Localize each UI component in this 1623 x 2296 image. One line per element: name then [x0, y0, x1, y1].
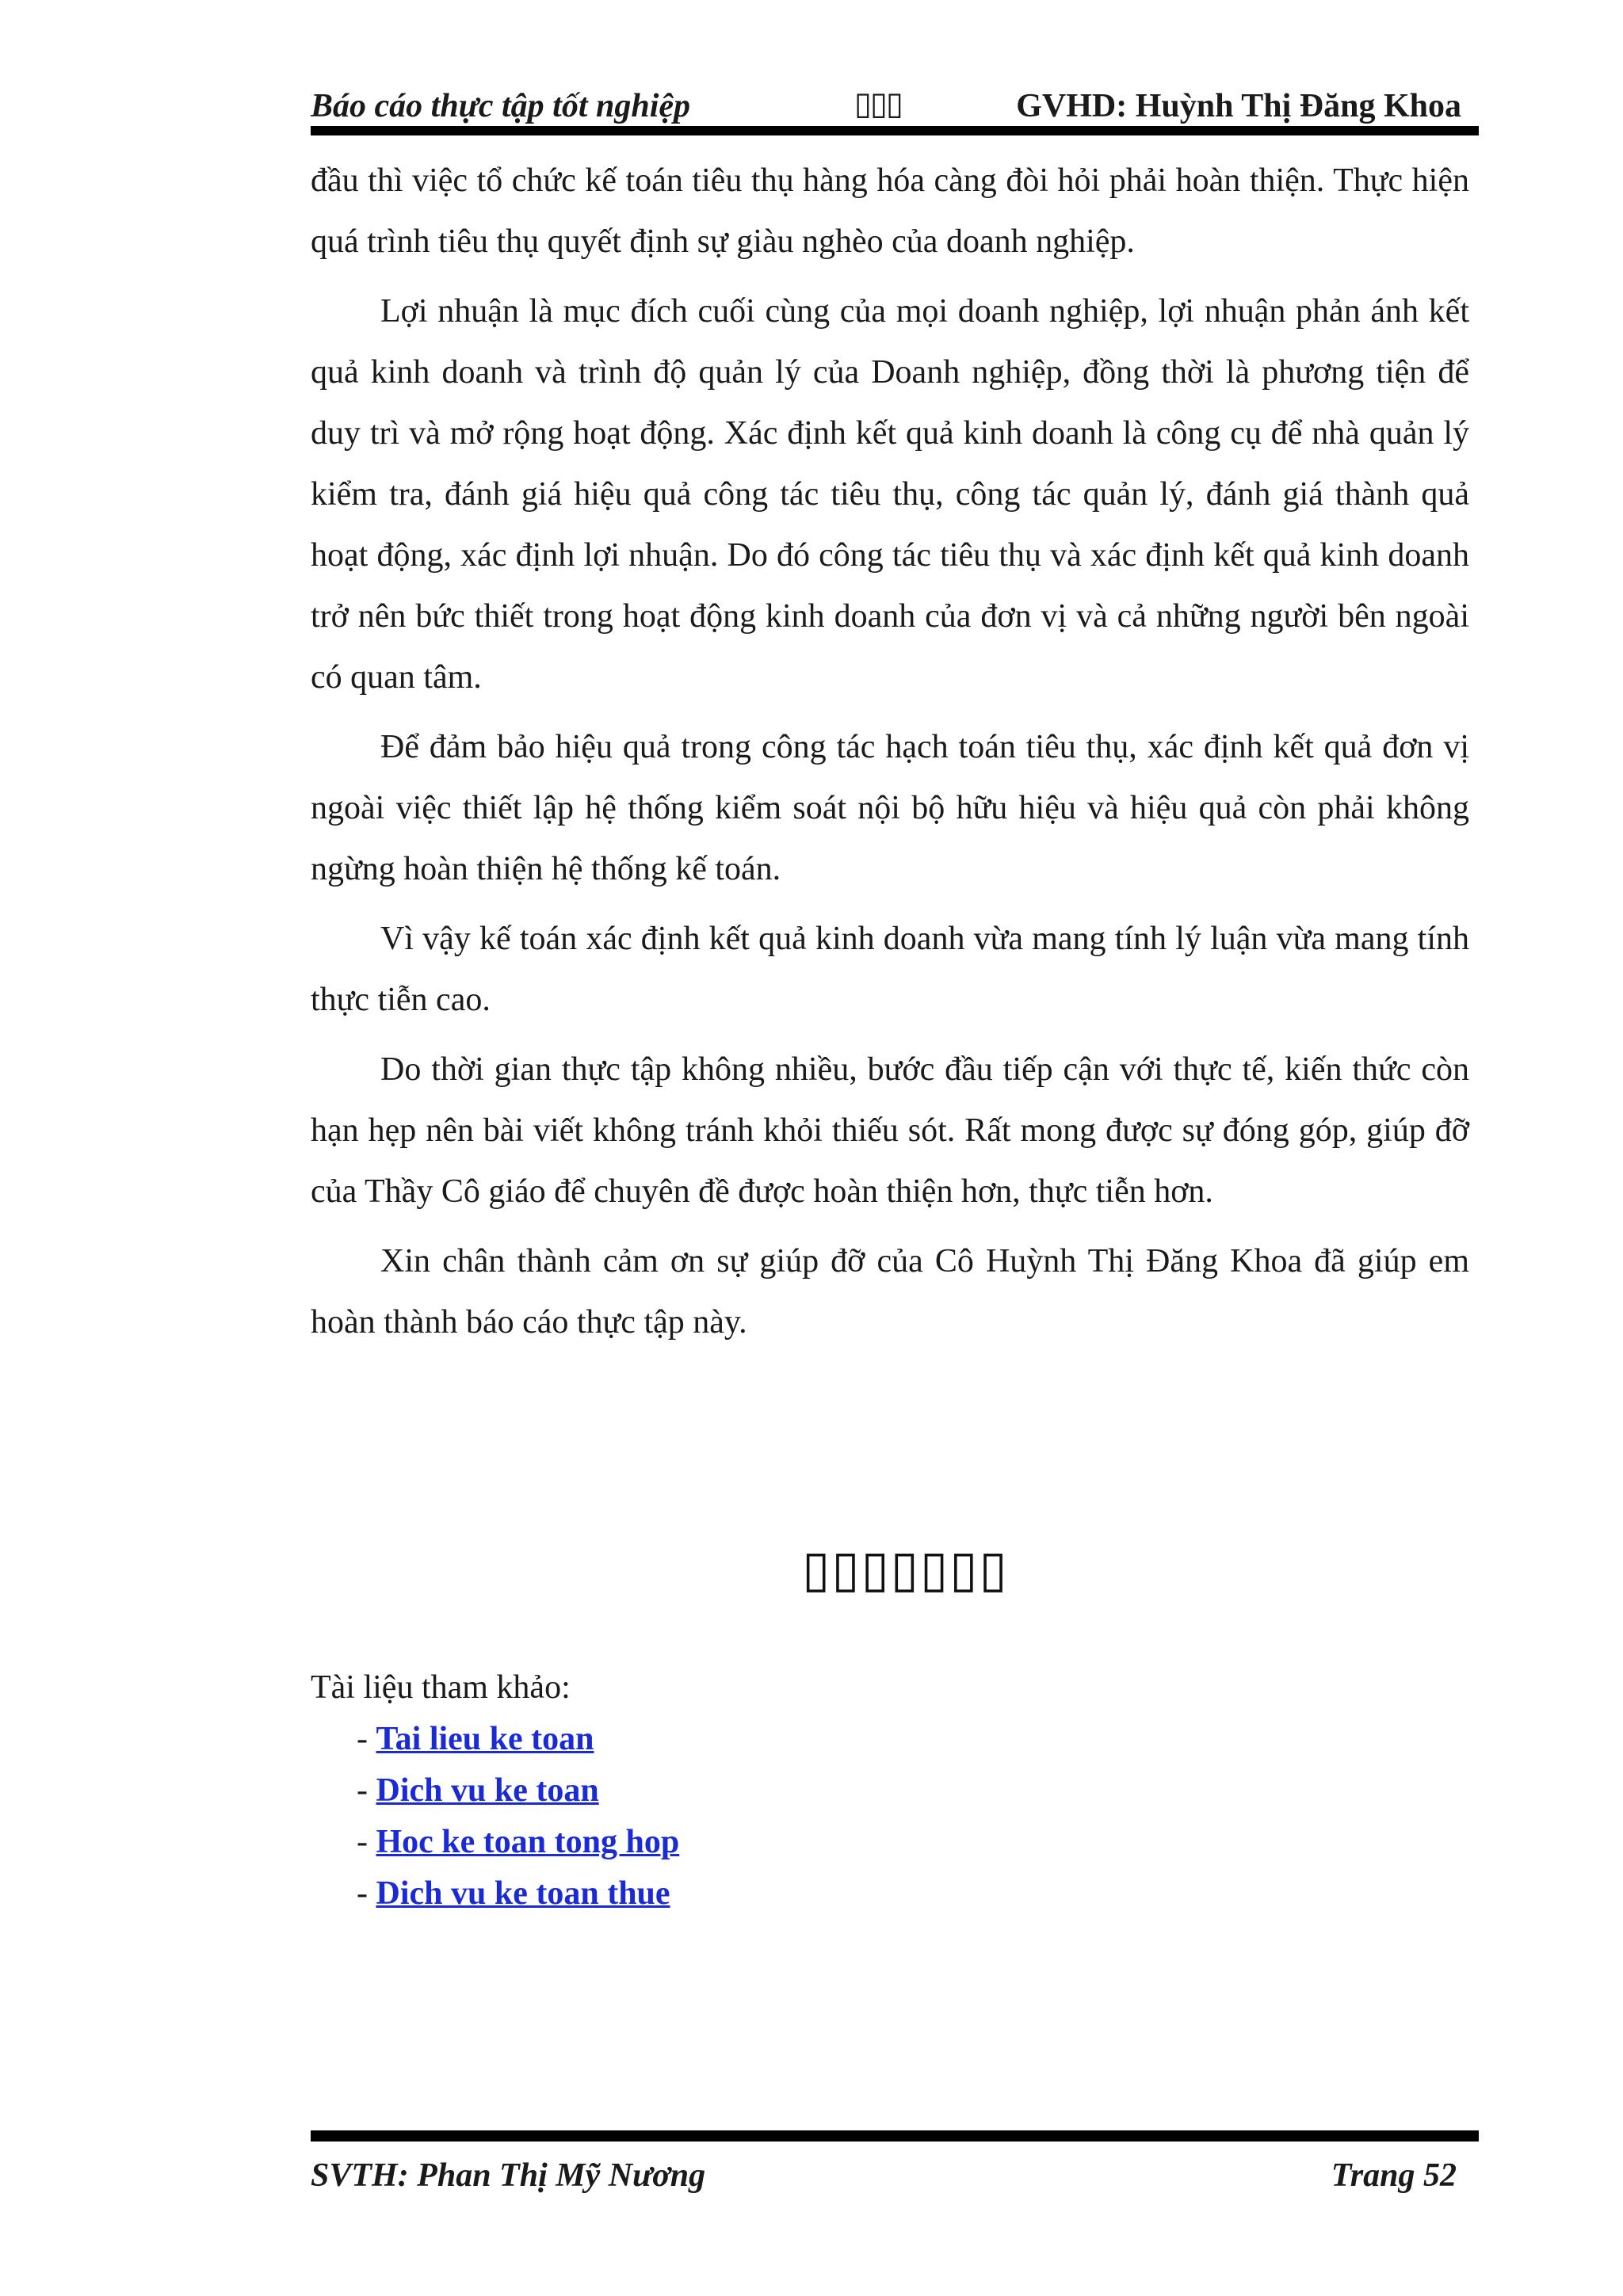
reference-item [357, 1868, 679, 1920]
paragraph-limitations: Do thời gian thực tập không nhiều, bước đầu tiếp cận với thực tế, kiến thức còn hạn hẹp nên bài viết không tránh khỏi thiếu sót. Rất mong được sự đóng góp, giúp đỡ của Thầy Cô giáo để chuyên đề được hoàn thiện hơn, thực tiễn hơn. [311, 1051, 1469, 1210]
paragraph-efficiency: Để đảm bảo hiệu quả trong công tác hạch toán tiêu thụ, xác định kết quả đơn vị ngoài việc thiết lập hệ thống kiểm soát nội bộ hữu hiệu và hiệu quả còn phải không ngừng hoàn thiện hệ thống kế toán. [311, 729, 1469, 887]
references-list [311, 1714, 679, 1920]
reference-bullet: - [357, 1721, 376, 1757]
reference-bullet: - [357, 1875, 376, 1912]
header-divider [311, 126, 1479, 135]
report-title: Báo cáo thực tập tốt nghiệp [311, 88, 691, 124]
reference-link-dich-vu-ke-toan[interactable]: Dich vu ke toan [376, 1772, 599, 1809]
page-number: Trang 52 [1331, 2157, 1457, 2194]
body-text [311, 151, 1469, 1362]
reference-link-tai-lieu-ke-toan[interactable]: Tai lieu ke toan [376, 1721, 594, 1757]
reference-link-hoc-ke-toan-tong-hop[interactable]: Hoc ke toan tong hop [376, 1824, 680, 1860]
footer-divider [311, 2130, 1479, 2142]
header-ornament-glyphs: ▯▯▯ [854, 86, 903, 122]
reference-item [357, 1714, 679, 1765]
reference-bullet: - [357, 1824, 376, 1860]
reference-item [357, 1765, 679, 1817]
reference-link-dich-vu-ke-toan-thue[interactable]: Dich vu ke toan thue [376, 1875, 670, 1912]
reference-bullet: - [357, 1772, 376, 1809]
references-title: Tài liệu tham khảo: [311, 1669, 571, 1706]
references-section [311, 1662, 679, 1920]
student-name: SVTH: Phan Thị Mỹ Nương [311, 2157, 706, 2194]
section-ornament: ▯▯▯▯▯▯▯ [802, 1540, 1009, 1599]
paragraph-profit: Lợi nhuận là mục đích cuối cùng của mọi doanh nghiệp, lợi nhuận phản ánh kết quả kinh doanh và trình độ quản lý của Doanh nghiệp, đồng thời là phương tiện để duy trì và mở rộng hoạt động. Xác định kết quả kinh doanh là công cụ để nhà quản lý kiểm tra, đánh giá hiệu quả công tác tiêu thụ, công tác quản lý, đánh giá thành quả hoạt động, xác định lợi nhuận. Do đó công tác tiêu thụ và xác định kết quả kinh doanh trở nên bức thiết trong hoạt động kinh doanh của đơn vị và cả những người bên ngoài có quan tâm. [311, 293, 1469, 696]
paragraph-thanks: Xin chân thành cảm ơn sự giúp đỡ của Cô Huỳnh Thị Đăng Khoa đã giúp em hoàn thành báo cáo thực tập này. [311, 1243, 1469, 1341]
paragraph-significance: Vì vậy kế toán xác định kết quả kinh doanh vừa mang tính lý luận vừa mang tính thực tiễn cao. [311, 921, 1469, 1018]
paragraph-continuation: đầu thì việc tổ chức kế toán tiêu thụ hàng hóa càng đòi hỏi phải hoàn thiện. Thực hiện quá trình tiêu thụ quyết định sự giàu nghèo của doanh nghiệp. [311, 162, 1469, 260]
reference-item [357, 1817, 679, 1868]
supervisor-name: GVHD: Huỳnh Thị Đăng Khoa [1016, 88, 1461, 124]
page-header [311, 79, 1479, 132]
